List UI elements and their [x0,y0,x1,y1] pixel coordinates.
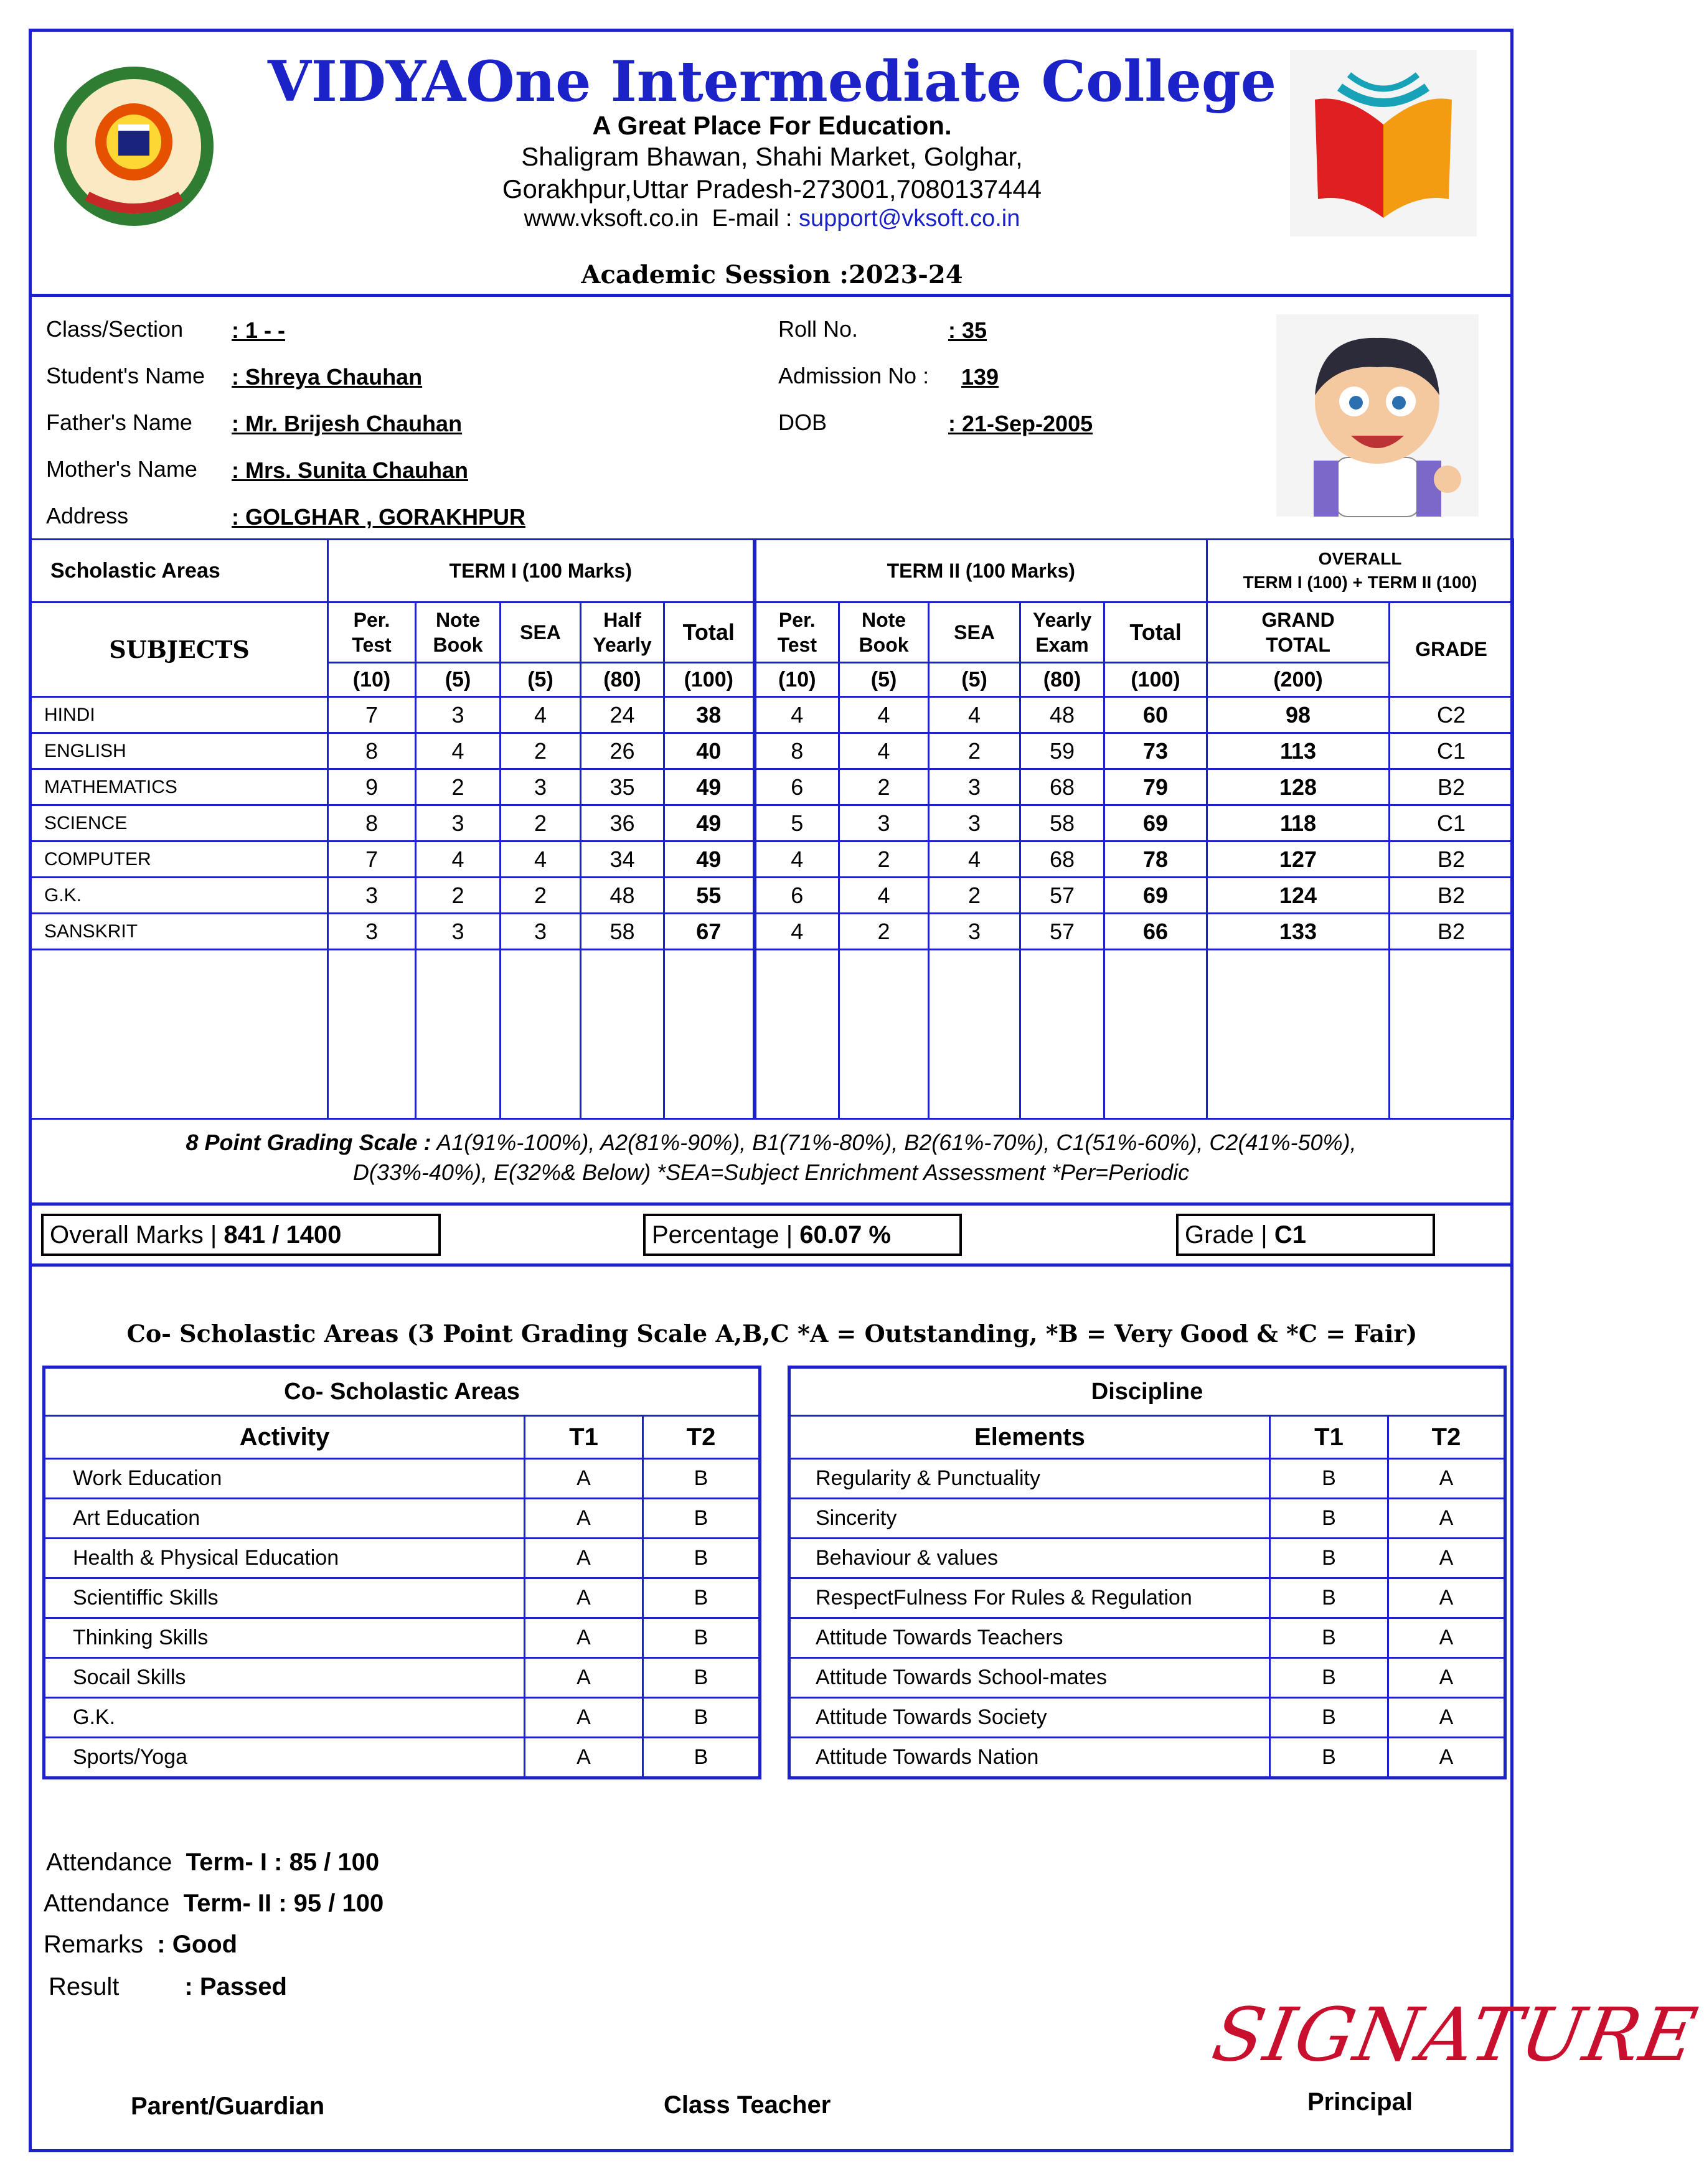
marks-table [30,538,1514,1120]
subject-name: G.K. [31,878,328,914]
empty-cell [581,950,664,1119]
empty-cell [1390,950,1513,1119]
max-marks: (10) [755,663,839,697]
term1-mark-cell: 9 [328,769,416,805]
term2-mark-cell: 4 [755,914,839,950]
subject-row [31,878,1513,914]
t1-grade: A [525,1698,643,1738]
t2-sea-header: SEA [929,602,1020,663]
discipline-row [789,1698,1505,1738]
school-name: VIDYAOne Intermediate College [267,49,1277,115]
term2-total-cell: 69 [1104,805,1207,841]
t2-grade: B [643,1539,760,1578]
discipline-row [789,1459,1505,1499]
result-value: : Passed [184,1973,287,2000]
t1-header: T1 [525,1416,643,1459]
t1-grade: B [1270,1459,1388,1499]
term2-mark-cell: 2 [839,914,929,950]
term2-mark-cell: 4 [839,697,929,733]
term2-mark-cell: 57 [1020,914,1104,950]
t2-grade: B [643,1578,760,1618]
term2-mark-cell: 3 [839,805,929,841]
gt-line1: GRAND [1261,609,1335,631]
ye-line2: Exam [1035,634,1089,656]
term1-mark-cell: 2 [416,769,501,805]
term2-mark-cell: 4 [755,841,839,878]
class-label: Class/Section [46,316,184,342]
empty-filler-row [31,950,1513,1119]
max-marks: (5) [839,663,929,697]
term2-mark-cell: 68 [1020,769,1104,805]
school-website[interactable]: www.vksoft.co.in [524,205,699,232]
term1-mark-cell: 8 [328,733,416,769]
subject-row [31,697,1513,733]
activity-row-label: Socail Skills [44,1658,525,1698]
term1-mark-cell: 2 [501,878,581,914]
activity-row [44,1618,760,1658]
remarks-value: : Good [157,1931,238,1958]
pt-line2: Test [777,634,817,656]
term2-mark-cell: 8 [755,733,839,769]
grand-total-cell: 113 [1207,733,1390,769]
grade-cell: B2 [1390,841,1513,878]
dob-label: DOB [778,410,827,435]
empty-cell [755,950,839,1119]
t1-grade: A [525,1658,643,1698]
term2-total-cell: 69 [1104,878,1207,914]
t1-grade: B [1270,1738,1388,1778]
email-label: E-mail : [712,205,793,232]
term2-mark-cell: 4 [755,697,839,733]
activity-header: Activity [44,1416,525,1459]
t1-half-yearly-header [581,602,664,663]
term1-mark-cell: 3 [501,769,581,805]
overall-marks-value: 841 / 1400 [224,1221,342,1249]
discipline-row [789,1738,1505,1778]
grand-total-cell: 127 [1207,841,1390,878]
empty-cell [1020,950,1104,1119]
school-email[interactable]: support@vksoft.co.in [798,205,1020,232]
activity-row [44,1658,760,1698]
term2-mark-cell: 3 [929,769,1020,805]
remarks-label: Remarks [44,1931,144,1958]
term1-mark-cell: 3 [328,914,416,950]
t2-grade: B [643,1658,760,1698]
max-marks: (10) [328,663,416,697]
t1-grade: B [1270,1698,1388,1738]
t1-total-header: Total [664,602,755,663]
grade-cell: C2 [1390,697,1513,733]
co-scholastic-header: Co- Scholastic Areas [44,1367,760,1416]
term2-mark-cell: 68 [1020,841,1104,878]
grand-total-cell: 118 [1207,805,1390,841]
pt-line1: Per. [778,609,816,631]
term1-total-cell: 49 [664,805,755,841]
term2-total-cell: 73 [1104,733,1207,769]
overall-marks-label: Overall Marks | [50,1221,217,1249]
discipline-row [789,1578,1505,1618]
t2-header: T2 [643,1416,760,1459]
t2-grade: B [643,1499,760,1539]
class-teacher-label: Class Teacher [664,2091,831,2119]
activity-row-label: Health & Physical Education [44,1539,525,1578]
percentage-value: 60.07 % [799,1221,891,1249]
empty-cell [501,950,581,1119]
term1-mark-cell: 7 [328,841,416,878]
t2-grade: A [1388,1738,1505,1778]
term1-mark-cell: 58 [581,914,664,950]
grade-cell: C1 [1390,733,1513,769]
term2-mark-cell: 2 [929,733,1020,769]
discipline-row-label: Attitude Towards Society [789,1698,1270,1738]
activity-row-label: Work Education [44,1459,525,1499]
gt-line2: TOTAL [1266,634,1330,656]
max-marks: (100) [664,663,755,697]
activity-row-label: G.K. [44,1698,525,1738]
subject-name: HINDI [31,697,328,733]
term1-mark-cell: 35 [581,769,664,805]
activity-row-label: Art Education [44,1499,525,1539]
discipline-row-label: RespectFulness For Rules & Regulation [789,1578,1270,1618]
nb-line1: Note [435,609,481,631]
term2-mark-cell: 3 [929,805,1020,841]
term1-total-cell: 55 [664,878,755,914]
attendance-label: Attendance [44,1890,170,1917]
discipline-row [789,1658,1505,1698]
student-name-value: : Shreya Chauhan [232,364,423,390]
discipline-row [789,1499,1505,1539]
overall-header-line1: OVERALL [1318,549,1402,568]
t2-total-header: Total [1104,602,1207,663]
attendance-term1 [46,1849,379,1877]
discipline-row-label: Sincerity [789,1499,1270,1539]
t2-header: T2 [1388,1416,1505,1459]
t1-per-test-header [328,602,416,663]
overall-header [1207,540,1513,602]
grade-cell: B2 [1390,769,1513,805]
t2-grade: A [1388,1499,1505,1539]
term1-total-cell: 67 [664,914,755,950]
pt-line2: Test [352,634,392,656]
attendance-term2-value: Term- II : 95 / 100 [183,1890,384,1917]
nb-line1: Note [861,609,906,631]
t1-grade: A [525,1738,643,1778]
grand-total-cell: 133 [1207,914,1390,950]
student-photo-icon [1276,314,1479,517]
t1-note-book-header [416,602,501,663]
grade-cell: C1 [1390,805,1513,841]
term2-mark-cell: 5 [755,805,839,841]
term1-header: TERM I (100 Marks) [328,540,755,602]
t2-grade: A [1388,1539,1505,1578]
t1-grade: A [525,1578,643,1618]
activity-row-label: Sports/Yoga [44,1738,525,1778]
max-marks: (80) [1020,663,1104,697]
address-value: : GOLGHAR , GORAKHPUR [232,504,525,530]
term1-mark-cell: 3 [416,805,501,841]
mother-name-label: Mother's Name [46,456,197,482]
empty-cell [328,950,416,1119]
nb-line2: Book [433,634,483,656]
subject-name: SCIENCE [31,805,328,841]
admission-label: Admission No : [778,363,930,388]
term2-mark-cell: 2 [929,878,1020,914]
term2-total-cell: 60 [1104,697,1207,733]
term1-total-cell: 38 [664,697,755,733]
pt-line1: Per. [353,609,390,631]
discipline-row-label: Attitude Towards Teachers [789,1618,1270,1658]
percentage-box [643,1214,962,1256]
subject-row [31,769,1513,805]
discipline-row-label: Regularity & Punctuality [789,1459,1270,1499]
overall-header-line2: TERM I (100) + TERM II (100) [1243,573,1477,592]
class-value: : 1 - - [232,317,285,343]
t1-grade: B [1270,1578,1388,1618]
grand-total-cell: 98 [1207,697,1390,733]
co-scholastic-title: Co- Scholastic Areas (3 Point Grading Scale A,B,C *A = Outstanding, *B = Very Good & *C = Fair) [126,1319,1418,1347]
nb-line2: Book [859,634,909,656]
attendance-term2 [44,1890,384,1918]
t1-grade: A [525,1618,643,1658]
term1-mark-cell: 7 [328,697,416,733]
term1-mark-cell: 24 [581,697,664,733]
term1-mark-cell: 4 [416,841,501,878]
father-name-value: : Mr. Brijesh Chauhan [232,411,463,436]
grade-header: GRADE [1390,602,1513,697]
activity-row [44,1459,760,1499]
school-address-line2: Gorakhpur,Uttar Pradesh-273001,7080137444 [502,174,1042,204]
grading-scale-line1: A1(91%-100%), A2(81%-90%), B1(71%-80%), B2(61%-70%), C1(51%-60%), C2(41%-50%), [436,1130,1357,1155]
t2-grade: A [1388,1578,1505,1618]
max-marks: (5) [929,663,1020,697]
term1-mark-cell: 3 [501,914,581,950]
term2-mark-cell: 3 [929,914,1020,950]
term1-mark-cell: 8 [328,805,416,841]
term1-mark-cell: 4 [416,733,501,769]
remarks [44,1931,237,1959]
term1-mark-cell: 3 [416,697,501,733]
activity-row [44,1578,760,1618]
academic-session: Academic Session :2023-24 [581,260,963,289]
grade-box [1176,1214,1435,1256]
term1-mark-cell: 2 [416,878,501,914]
term2-mark-cell: 57 [1020,878,1104,914]
empty-cell [1207,950,1390,1119]
max-marks: (100) [1104,663,1207,697]
co-scholastic-table [42,1366,761,1779]
t2-grade: A [1388,1698,1505,1738]
max-marks: (80) [581,663,664,697]
grade-cell: B2 [1390,914,1513,950]
grade-cell: B2 [1390,878,1513,914]
t1-grade: A [525,1499,643,1539]
roll-value: : 35 [948,317,987,343]
term2-mark-cell: 2 [839,769,929,805]
discipline-row-label: Attitude Towards Nation [789,1738,1270,1778]
principal-label: Principal [1307,2088,1413,2116]
term2-mark-cell: 4 [929,697,1020,733]
student-name-label: Student's Name [46,363,205,388]
discipline-row-label: Behaviour & values [789,1539,1270,1578]
father-name-label: Father's Name [46,410,192,435]
empty-cell [664,950,755,1119]
activity-row [44,1738,760,1778]
activity-row [44,1539,760,1578]
term2-total-cell: 66 [1104,914,1207,950]
result-label: Result [49,1973,120,2000]
divider [29,294,1513,297]
t2-grade: A [1388,1459,1505,1499]
max-marks: (5) [416,663,501,697]
t2-grade: B [643,1738,760,1778]
overall-marks-box [41,1214,441,1256]
term1-mark-cell: 26 [581,733,664,769]
percentage-label: Percentage | [652,1221,793,1249]
attendance-term1-value: Term- I : 85 / 100 [186,1849,380,1876]
discipline-row [789,1539,1505,1578]
term2-mark-cell: 2 [839,841,929,878]
attendance-label: Attendance [46,1849,172,1876]
t2-per-test-header [755,602,839,663]
parent-guardian-label: Parent/Guardian [131,2093,325,2120]
t2-note-book-header [839,602,929,663]
term2-mark-cell: 4 [929,841,1020,878]
term2-mark-cell: 6 [755,769,839,805]
hy-line2: Yearly [593,634,652,656]
empty-cell [31,950,328,1119]
activity-row-label: Thinking Skills [44,1618,525,1658]
hy-line1: Half [603,609,641,631]
t1-grade: A [525,1459,643,1499]
term2-total-cell: 79 [1104,769,1207,805]
term1-total-cell: 49 [664,841,755,878]
t1-grade: B [1270,1618,1388,1658]
discipline-table [788,1366,1507,1779]
term1-mark-cell: 34 [581,841,664,878]
term1-total-cell: 49 [664,769,755,805]
divider [29,1202,1513,1206]
term1-mark-cell: 2 [501,733,581,769]
grading-scale-label: 8 Point Grading Scale : [186,1130,431,1155]
term2-mark-cell: 48 [1020,697,1104,733]
subject-row [31,841,1513,878]
dob-value: : 21-Sep-2005 [948,411,1093,436]
ye-line1: Yearly [1032,609,1092,631]
term1-mark-cell: 48 [581,878,664,914]
school-tagline: A Great Place For Education. [592,111,952,140]
term1-mark-cell: 2 [501,805,581,841]
term1-mark-cell: 3 [328,878,416,914]
subject-name: ENGLISH [31,733,328,769]
result [49,1973,287,2001]
school-address-line1: Shaligram Bhawan, Shahi Market, Golghar, [521,142,1023,171]
term2-total-cell: 78 [1104,841,1207,878]
grade-value: C1 [1274,1221,1306,1249]
empty-cell [929,950,1020,1119]
mother-name-value: : Mrs. Sunita Chauhan [232,457,469,483]
term1-mark-cell: 4 [501,697,581,733]
subject-name: COMPUTER [31,841,328,878]
grading-scale-line2: D(33%-40%), E(32%& Below) *SEA=Subject Enrichment Assessment *Per=Periodic [352,1160,1190,1185]
activity-row [44,1499,760,1539]
t2-grade: B [643,1459,760,1499]
term2-mark-cell: 58 [1020,805,1104,841]
subject-row [31,914,1513,950]
term2-mark-cell: 4 [839,878,929,914]
t2-yearly-exam-header [1020,602,1104,663]
subject-name: SANSKRIT [31,914,328,950]
t2-grade: A [1388,1618,1505,1658]
activity-row-label: Scientiffic Skills [44,1578,525,1618]
t2-grade: B [643,1618,760,1658]
t1-sea-header: SEA [501,602,581,663]
grand-total-cell: 124 [1207,878,1390,914]
t1-grade: B [1270,1539,1388,1578]
school-contact [0,205,1544,232]
address-label: Address [46,503,129,528]
term2-mark-cell: 6 [755,878,839,914]
term2-mark-cell: 4 [839,733,929,769]
term1-total-cell: 40 [664,733,755,769]
max-marks: (5) [501,663,581,697]
admission-value: 139 [961,364,999,390]
empty-cell [839,950,929,1119]
divider [29,1263,1513,1267]
t1-grade: B [1270,1658,1388,1698]
discipline-row [789,1618,1505,1658]
max-marks: (200) [1207,663,1390,697]
t2-grade: B [643,1698,760,1738]
subjects-header: SUBJECTS [31,602,328,697]
grade-label: Grade | [1185,1221,1268,1249]
grading-scale [30,1128,1512,1188]
empty-cell [416,950,501,1119]
subject-name: MATHEMATICS [31,769,328,805]
elements-header: Elements [789,1416,1270,1459]
grand-total-header [1207,602,1390,663]
t2-grade: A [1388,1658,1505,1698]
term1-mark-cell: 4 [501,841,581,878]
term2-header: TERM II (100 Marks) [755,540,1207,602]
subject-row [31,805,1513,841]
t1-header: T1 [1270,1416,1388,1459]
roll-label: Roll No. [778,316,859,342]
t1-grade: A [525,1539,643,1578]
t1-grade: B [1270,1499,1388,1539]
discipline-header: Discipline [789,1367,1505,1416]
discipline-row-label: Attitude Towards School-mates [789,1658,1270,1698]
activity-row [44,1698,760,1738]
term1-mark-cell: 36 [581,805,664,841]
term2-mark-cell: 59 [1020,733,1104,769]
principal-signature: SIGNATURE [1206,1992,1704,2078]
grand-total-cell: 128 [1207,769,1390,805]
scholastic-areas-header: Scholastic Areas [31,540,328,602]
term1-mark-cell: 3 [416,914,501,950]
subject-row [31,733,1513,769]
empty-cell [1104,950,1207,1119]
